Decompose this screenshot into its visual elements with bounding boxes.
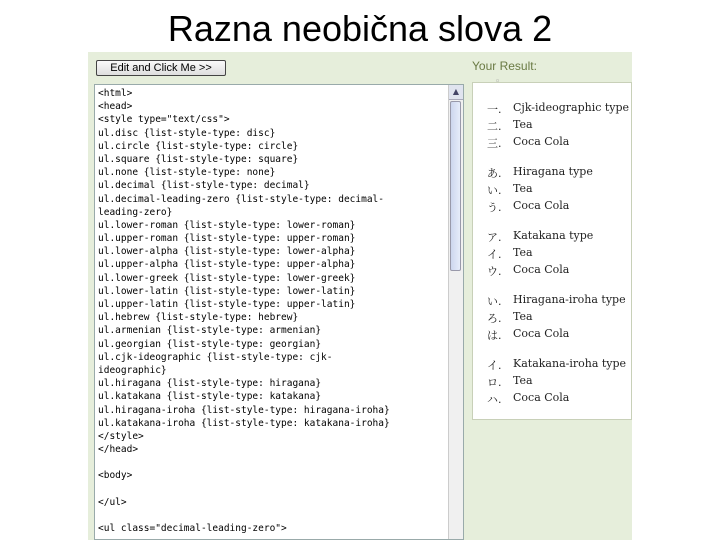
list-item (473, 135, 633, 151)
list-item-text: Katakana type (513, 229, 594, 242)
list-item-text: Tea (513, 182, 533, 195)
list-marker: ろ. (487, 312, 502, 325)
list-marker: は. (487, 329, 502, 342)
list-item-text: Tea (513, 310, 533, 323)
code-line: <ul class="decimal-leading-zero"> (98, 523, 287, 535)
code-line (98, 483, 448, 496)
code-line (98, 509, 448, 522)
list-item-text: Tea (513, 246, 533, 259)
list-item-text: Katakana-iroha type (513, 357, 627, 370)
list-item-text: Coca Cola (513, 135, 570, 148)
code-line: ul.circle {list-style-type: circle} (98, 140, 299, 152)
list-item-text: Cjk-ideographic type (513, 101, 630, 114)
list-item (473, 357, 633, 373)
code-line: <html> (98, 88, 133, 99)
code-line: ul.cjk-ideographic {list-style-type: cjk- (98, 351, 333, 363)
code-line: ul.none {list-style-type: none} (98, 167, 276, 179)
code-line: ul.katakana-iroha {list-style-type: katakana-iroha} (98, 417, 390, 429)
list-item-text: Tea (513, 118, 533, 131)
code-line: ul.decimal {list-style-type: decimal} (98, 180, 310, 192)
list-item (473, 199, 633, 215)
result-pane (472, 52, 632, 540)
code-line: <style type="text/css"> (98, 114, 230, 126)
list-marker: イ. (487, 248, 502, 261)
list-item-text: Coca Cola (513, 327, 570, 340)
code-line (98, 456, 448, 469)
edit-and-click-button[interactable]: Edit and Click Me >> (96, 60, 226, 76)
code-lines (98, 87, 448, 535)
list-item (473, 182, 633, 198)
circle-marker-icon: ◦ (495, 77, 501, 87)
list-marker: ウ. (487, 265, 502, 278)
list-item (473, 229, 633, 245)
list-item-text: Hiragana type (513, 165, 593, 178)
code-line: ul.lower-alpha {list-style-type: lower-alpha} (98, 246, 356, 258)
list-marker: う. (487, 201, 502, 214)
code-line: </ul> (98, 496, 127, 508)
code-line: ul.hiragana-iroha {list-style-type: hiragana-iroha} (98, 404, 390, 416)
code-line: ul.georgian {list-style-type: georgian} (98, 338, 322, 350)
code-line: ul.lower-greek {list-style-type: lower-greek} (98, 272, 356, 284)
list-item (473, 101, 633, 117)
code-line: ul.upper-alpha {list-style-type: upper-alpha} (98, 259, 356, 271)
list-item (473, 327, 633, 343)
list-item (473, 310, 633, 326)
list-marker: イ. (487, 359, 502, 372)
code-line: ul.upper-latin {list-style-type: upper-latin} (98, 299, 356, 310)
code-line: <head> (98, 101, 133, 113)
code-scrollbar[interactable] (448, 85, 463, 540)
code-line: ul.lower-roman {list-style-type: lower-roman} (98, 219, 356, 231)
list-marker: い. (487, 184, 502, 197)
code-line: ul.katakana {list-style-type: katakana} (98, 391, 322, 403)
code-line: ul.disc {list-style-type: disc} (98, 127, 276, 139)
list-item (473, 165, 633, 181)
list-item (473, 293, 633, 309)
result-frame (472, 77, 632, 420)
list-item-text: Coca Cola (513, 263, 570, 276)
list-item (473, 374, 633, 390)
list-item (473, 246, 633, 262)
list-item-text: Coca Cola (513, 199, 570, 212)
result-label: Your Result: (472, 59, 537, 73)
code-line: </style> (98, 430, 144, 442)
list-marker: い. (487, 295, 502, 308)
code-line: ul.square {list-style-type: square} (98, 153, 299, 165)
list-marker: ハ. (487, 393, 502, 406)
list-marker: ロ. (487, 376, 502, 389)
list-marker: 一. (487, 103, 502, 116)
code-line: ul.hebrew {list-style-type: hebrew} (98, 312, 299, 324)
list-item (473, 391, 633, 407)
code-line: ul.decimal-leading-zero {list-style-type: decimal- (98, 193, 384, 205)
list-item-text: Tea (513, 374, 533, 387)
code-line: ideographic} (98, 364, 167, 376)
list-item (473, 263, 633, 279)
code-line: ul.armenian {list-style-type: armenian} (98, 325, 322, 337)
code-line: ul.hiragana {list-style-type: hiragana} (98, 378, 322, 390)
tryit-editor (88, 52, 632, 540)
code-pane (88, 52, 468, 540)
code-line: ul.upper-roman {list-style-type: upper-roman} (98, 233, 356, 245)
list-marker: ア. (487, 231, 502, 244)
code-line: </head> (98, 444, 139, 456)
slide-title: Razna neobična slova 2 (167, 8, 553, 49)
code-textarea[interactable] (94, 84, 464, 540)
code-line: leading-zero} (98, 206, 173, 218)
code-line: ul.lower-latin {list-style-type: lower-latin} (98, 285, 356, 297)
scroll-up-arrow-icon[interactable]: ▲ (449, 85, 463, 100)
list-marker: 二. (487, 120, 502, 133)
list-item-text: Hiragana-iroha type (513, 293, 626, 306)
list-marker: あ. (487, 167, 502, 180)
list-item-text: Coca Cola (513, 391, 570, 404)
list-item (473, 118, 633, 134)
code-line: <body> (98, 470, 133, 482)
scroll-thumb[interactable] (450, 101, 461, 271)
list-marker: 三. (487, 137, 502, 150)
